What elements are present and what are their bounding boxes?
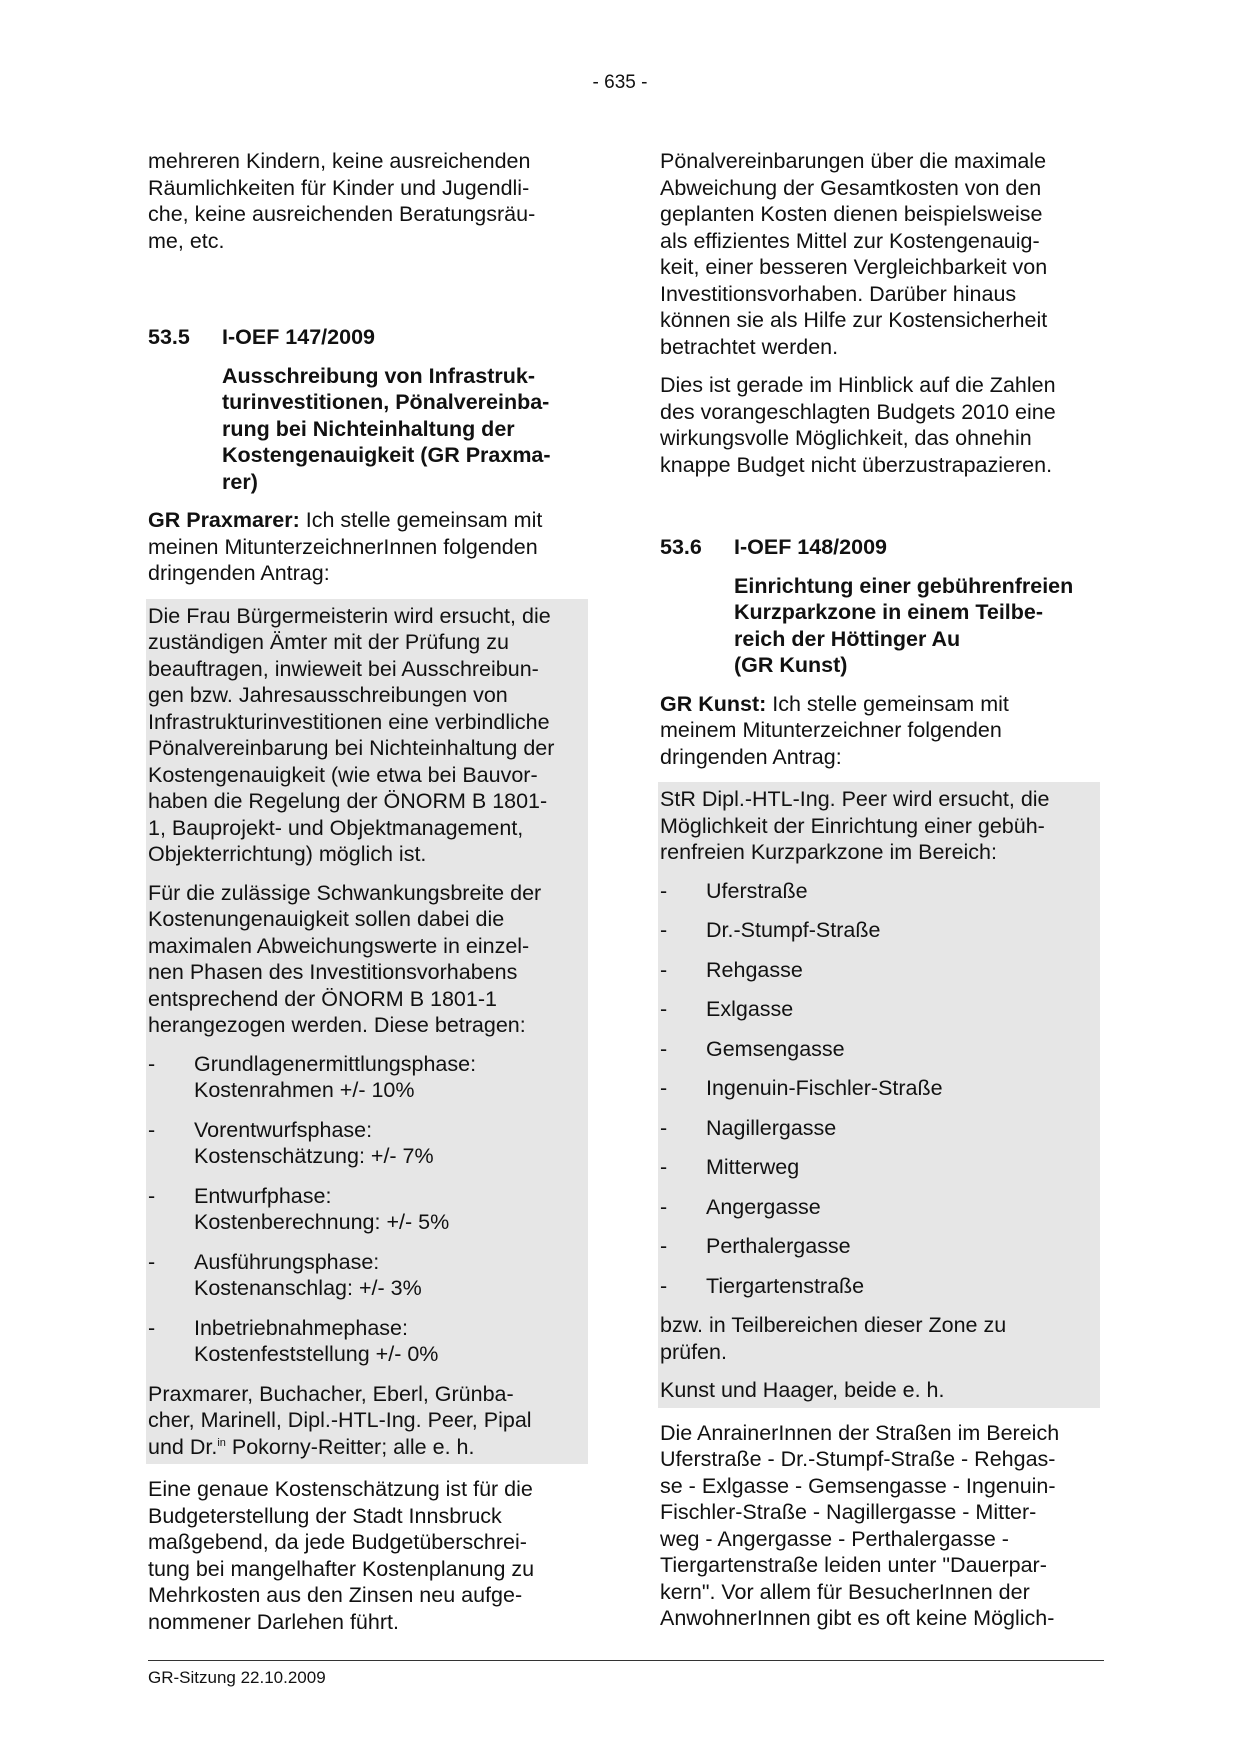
motion-paragraph: StR Dipl.-HTL-Ing. Peer wird ersucht, die Möglichkeit der Einrichtung einer gebüh- renfreien Kurzparkzone im Bereich:: [660, 787, 1050, 864]
section-title: Ausschreibung von Infrastruk- turinvestitionen, Pönalvereinba- rung bei Nichteinhaltung der Kostengenauigkeit (GR Praxma- rer): [222, 363, 551, 494]
motion-block: [146, 599, 588, 1465]
left-column: [148, 148, 588, 1647]
list-item: - Ingenuin-Fischler-Straße: [660, 1076, 943, 1100]
list-item: - Dr.-Stumpf-Straße: [660, 918, 881, 942]
section-title: Einrichtung einer gebührenfreien Kurzparkzone in einem Teilbe- reich der Höttinger Au (GR Kunst): [734, 573, 1074, 677]
list-item: - Tiergartenstraße: [660, 1273, 865, 1298]
list-item: - Grundlagenermittlungsphase: Kostenrahmen +/- 10%: [148, 1051, 477, 1102]
speaker-name: GR Kunst:: [660, 691, 767, 716]
list-item: - Rehgasse: [660, 957, 803, 982]
signers-paragraph: Praxmarer, Buchacher, Eberl, Grünba- cher, Marinell, Dipl.-HTL-Ing. Peer, Pipal und Dr.$^{in}$ Pokorny-Reitter; alle e. h.: [148, 1381, 532, 1459]
list-item: - Perthalergasse: [660, 1234, 851, 1258]
footer-text: GR-Sitzung 22.10.2009: [148, 1668, 326, 1687]
speaker-name: GR Praxmarer:: [148, 508, 300, 532]
signers-paragraph: Kunst und Haager, beide e. h.: [660, 1378, 945, 1402]
body-paragraph: Eine genaue Kostenschätzung ist für die Budgeterstellung der Stadt Innsbruck maßgebend, da jede Budgetüberschrei- tung bei mangelhafter Kostenplanung zu Mehrkosten aus den Zinsen neu aufge- nommener Darlehen führt.: [148, 1477, 535, 1634]
list-item: - Uferstraße: [660, 878, 808, 903]
list-item: - Ausführungsphase: Kostenanschlag: +/- 3%: [148, 1249, 422, 1300]
speaker-text: Ich stelle gemeinsam mit meinen MitunterzeichnerInnen folgenden dringenden Antrag:: [148, 508, 543, 585]
list-item: - Entwurfphase: Kostenberechnung: +/- 5%: [148, 1183, 450, 1234]
footer-divider: [148, 1660, 1104, 1661]
section-id: I-OEF 147/2009: [222, 325, 375, 349]
motion-paragraph: Für die zulässige Schwankungsbreite der Kostenungenauigkeit sollen dabei die maximalen Abweichungswerte in einzel- nen Phasen des Investitionsvorhabens entsprechend der ÖNORM B 1801-1 herangezogen werden. Diese betragen:: [148, 880, 542, 1037]
section-id: I-OEF 148/2009: [734, 535, 887, 559]
intro-paragraph: mehreren Kindern, keine ausreichenden Räumlichkeiten für Kinder und Jugendli- che, keine ausreichenden Beratungsräu- me, etc.: [148, 149, 536, 253]
list-item: - Gemsengasse: [660, 1036, 845, 1061]
speaker-paragraph: [148, 507, 588, 587]
section-number: 53.5: [148, 325, 190, 349]
list-item: - Mitterweg: [660, 1155, 800, 1179]
section-number: 53.6: [660, 535, 702, 559]
right-column: [660, 148, 1100, 1644]
motion-paragraph: bzw. in Teilbereichen dieser Zone zu prüfen.: [660, 1313, 1007, 1364]
street-list: [660, 878, 1096, 1300]
speaker-paragraph: [660, 691, 1100, 771]
motion-block: [658, 782, 1100, 1408]
body-paragraph: Dies ist gerade im Hinblick auf die Zahlen des vorangeschlagten Budgets 2010 eine wirkungsvolle Möglichkeit, das ohnehin knappe Budget nicht überzustrapazieren.: [660, 373, 1056, 477]
body-paragraph: Die AnrainerInnen der Straßen im Bereich Uferstraße - Dr.-Stumpf-Straße - Rehgas- se - Exlgasse - Gemsengasse - Ingenuin- Fischler-Straße - Nagillergasse - Mitter- weg - Angergasse - Perthalergasse - Tiergartenstraße leiden unter "Dauerpar- kern". Vor allem für BesucherInnen der AnwohnerInnen gibt es oft keine Möglich-: [660, 1420, 1060, 1630]
section-heading: [660, 534, 1100, 561]
motion-paragraph: Die Frau Bürgermeisterin wird ersucht, die zuständigen Ämter mit der Prüfung zu beauftragen, inwieweit bei Ausschreibun- gen bzw. Jahresausschreibungen von Infrastrukturinvestitionen eine verbindliche Pönalvereinbarung bei Nichteinhaltung der Kostengenauigkeit (wie etwa bei Bauvor- haben die Regelung der ÖNORM B 1801- 1, Bauprojekt- und Objektmanagement, Objekterrichtung) möglich ist.: [148, 603, 555, 866]
body-paragraph: Pönalvereinbarungen über die maximale Abweichung der Gesamtkosten von den geplanten Kosten dienen beispielsweise als effizientes Mittel zur Kostengenauig- keit, einer besseren Vergleichbarkeit von Investitionsvorhaben. Darüber hinaus können sie als Hilfe zur Kostensicherheit betrachtet werden.: [660, 149, 1048, 359]
list-item: - Nagillergasse: [660, 1115, 837, 1140]
speaker-text: Ich stelle gemeinsam mit meinem Mitunterzeichner folgenden dringenden Antrag:: [660, 691, 1009, 769]
list-item: - Exlgasse: [660, 997, 794, 1021]
list-item: - Vorentwurfsphase: Kostenschätzung: +/- 7%: [148, 1117, 434, 1168]
page-number: - 635 -: [592, 72, 648, 93]
list-item: - Inbetriebnahmephase: Kostenfeststellung +/- 0%: [148, 1315, 439, 1366]
list-item: - Angergasse: [660, 1194, 821, 1219]
phase-list: [148, 1051, 584, 1368]
section-heading: [148, 324, 588, 351]
